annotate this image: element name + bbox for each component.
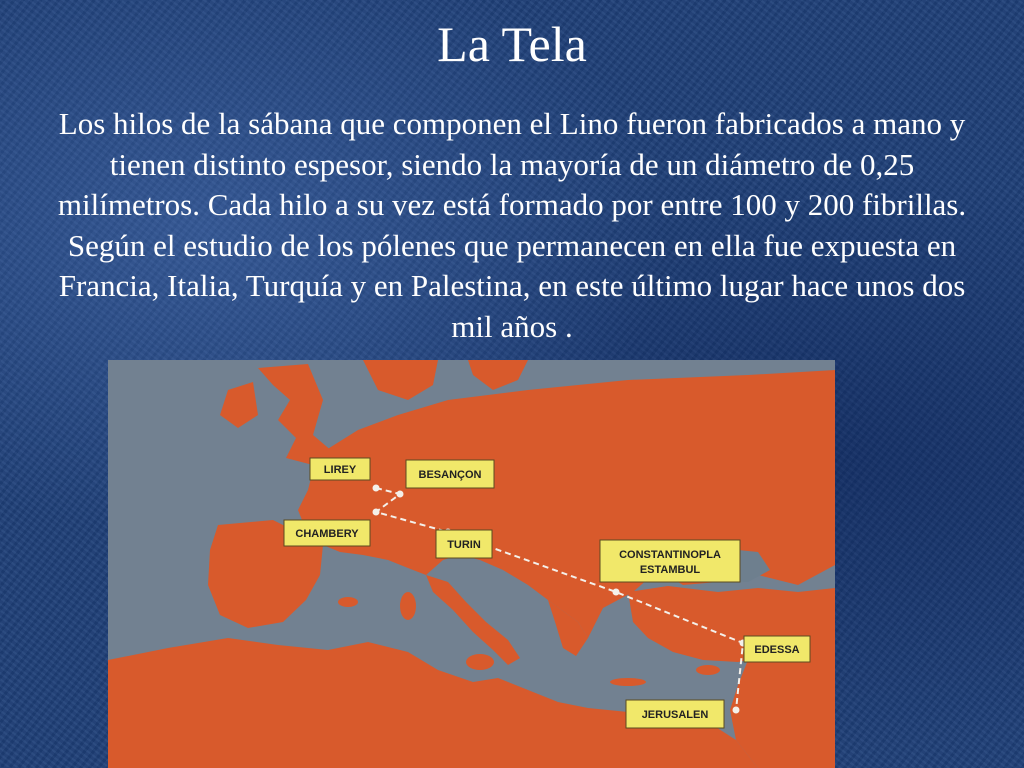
route-map-svg [108, 360, 835, 768]
route-point-chambery [373, 509, 380, 516]
land-balearic [338, 597, 358, 607]
label-lirey [310, 458, 370, 480]
route-point-besancon [397, 491, 404, 498]
svg-text:ESTAMBUL: ESTAMBUL [639, 564, 701, 576]
label-edessa [744, 636, 810, 662]
svg-text:JERUSALEN: JERUSALEN [641, 709, 709, 721]
svg-text:BESANÇON: BESANÇON [418, 469, 482, 481]
svg-text:EDESSA: EDESSA [754, 644, 800, 656]
svg-text:LIREY: LIREY [323, 464, 357, 476]
label-constantinopla [600, 540, 740, 582]
slide-body-text: Los hilos de la sábana que componen el Lino fueron fabricados a mano y tienen distinto espesor, siendo la mayoría de un diámetro de 0,25 milímetros. Cada hilo a su vez está formado por entre 100 y 200 fibrillas. Según el estudio de los pólenes que permanecen en ella fue expuesta en Francia, Italia, Turquía y en Palestina, en este último lugar hace unos dos mil años . [57, 106, 967, 344]
svg-text:CHAMBERY: CHAMBERY [295, 528, 359, 540]
land-crete [610, 678, 646, 686]
route-point-jerusalen [733, 707, 740, 714]
svg-text:TURIN: TURIN [447, 539, 481, 551]
land-cyprus [696, 665, 720, 675]
svg-text:CONSTANTINOPLA: CONSTANTINOPLA [619, 549, 721, 561]
label-besancon [406, 460, 494, 488]
land-sicily [466, 654, 494, 670]
slide-title: La Tela [437, 16, 587, 72]
route-point-constantinopla [613, 589, 620, 596]
land-levant [730, 660, 835, 768]
route-map [108, 360, 835, 768]
label-jerusalen [626, 700, 724, 728]
label-chambery [284, 520, 370, 546]
label-turin [436, 530, 492, 558]
land-corsica-sardinia [400, 592, 416, 620]
route-point-lirey [373, 485, 380, 492]
